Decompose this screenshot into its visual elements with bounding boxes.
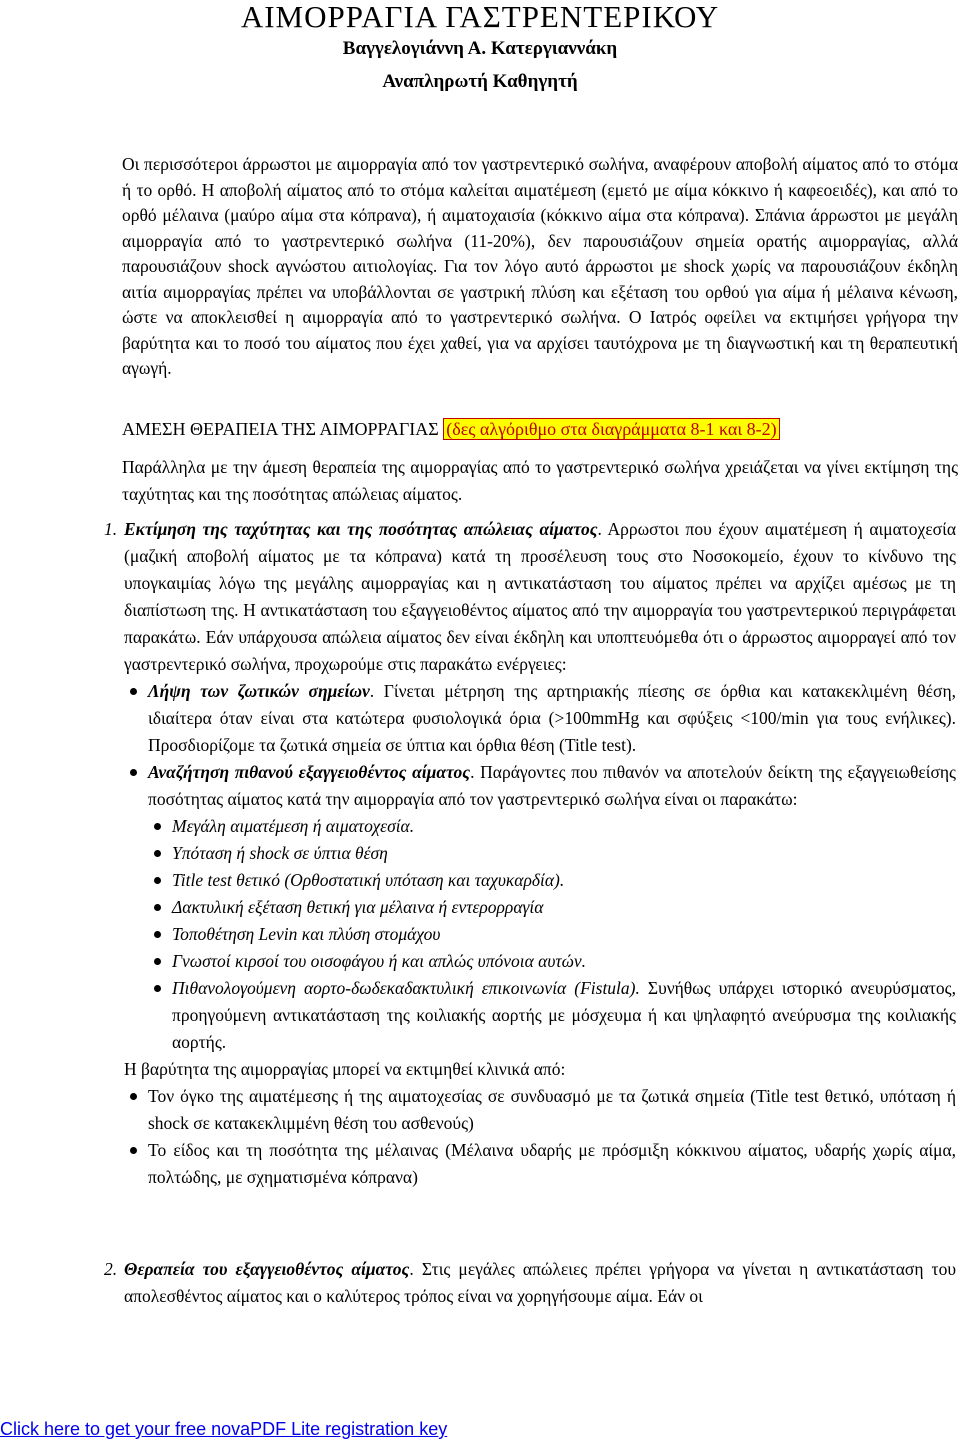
list-item-text: Το είδος και τη ποσότητα της μέλαινας (Μέλαινα υδαρής με πρόσμιξη κόκκινου αίματος, υδαρής χωρίς αίμα, πολτώδης, με σχηματισμένα κόπρανα) [148, 1140, 956, 1187]
indicator-list [148, 813, 956, 1056]
intro-text: Οι περισσότεροι άρρωστοι με αιμορραγία από τον γαστρεντερικό σωλήνα, αναφέρουν αποβολή αίματος από το στόμα ή το ορθό. Η αποβολή αίματος από το στόμα καλείται αιματέμεση (εμετό με αίμα κόκκινο ή καφεοειδές), και από το ορθό μέλαινα (μαύρο αίμα στα κόπρανα), ή αιματοχαισία (κόκκινο αίμα στα κόπρανα). Σπάνια άρρωστοι με μεγάλη αιμορραγία από το γαστρεντερικό σωλήνα (11-20%), δεν παρουσιάζουν σημεία ορατής αιμορραγίας, αλλά παρουσιάζουν shock αγνώστου αιτιολογίας. Για τον λόγο αυτό άρρωστοι με shock χωρίς να παρουσιάζουν έκδηλη αιτία αιμορραγίας πρέπει να υποβάλλονται σε γαστρική πλύση και εξέταση του ορθού για αίμα ή μέλαινα κένωση, ώστε να αποκλεισθεί η αιμορραγία από το γαστρεντερικό σωλήνα. Ο Ιατρός οφείλει να εκτιμήσει γρήγορα την βαρύτητα και το ποσό του αίματος που έχει χαθεί, για να αρχίσει ταυτόχρονα με τη διαγνωστική και τη θεραπευτική αγωγή. [122, 154, 958, 378]
bullet-icon [130, 688, 137, 695]
item-text: . Αρρωστοι που έχουν αιματέμεση ή αιματοχεσία (μαζική αποβολή αίματος με τα κόπρανα) κατά τη προσέλευση τους στο Νοσοκομείο, έχουν το κίνδυνο της υπογκαιμίας λόγω της μεγάλης αιμορραγίας και η αντικατάσταση του αίματος πρέπει να αρχίζει αμέσως με τη διαπίστωση της. Η αντικατάσταση του εξαγγειοθέντος αίματος από την αιμορραγία του γαστρεντερικού περιγράφεται παρακάτω. Εάν υπάρχουσα απώλεια αίματος δεν είναι έκδηλη και υποπτευόμεθα ότι ο άρρωστος αιμορραγεί από τον γαστρεντερικό σωλήνα, προχωρούμε στις παρακάτω ενέργειες: [124, 519, 956, 674]
item-title: Θεραπεία του εξαγγειοθέντος αίματος [124, 1259, 410, 1279]
author-name: Βαγγελογιάννη Α. Κατεργιαννάκη [342, 38, 618, 59]
numbered-item-2 [104, 1256, 956, 1310]
list-item [148, 948, 956, 975]
list-item-text: Γνωστοί κιρσοί του οισοφάγου ή και απλώς υπόνοια αυτών. [172, 951, 586, 971]
list-item-text: . Γίνεται μέτρηση της αρτηριακής πίεσης σε όρθια και κατακεκλιμένη θέση, ιδιαίτερα όταν είναι στα κατώτερα φυσιολογικά όρια (>100mmHg και σφύξεις <100/min για τους ενήλικες). Προσδιορίζομε τα ζωτικά σημεία σε ύπτια και όρθια θέση (Title test). [148, 681, 956, 755]
bullet-icon [130, 1093, 137, 1100]
item-title: Εκτίμηση της ταχύτητας και της ποσότητας απώλειας αίματος [124, 519, 598, 539]
list-item [124, 678, 956, 759]
item-content [124, 516, 956, 1191]
parallel-paragraph [122, 454, 958, 508]
list-item-text: Title test θετικό (Ορθοστατική υπόταση και ταχυκαρδία). [172, 870, 565, 890]
bullet-icon [154, 904, 161, 911]
list-item-text: Μεγάλη αιματέμεση ή αιματοχεσία. [172, 816, 415, 836]
item-text: . Στις μεγάλες απώλειες πρέπει γρήγορα να γίνεται η αντικατάσταση του απολεσθέντος αίματος και ο καλύτερος τρόπος είναι να χορηγήσουμε αίμα. Εάν οι [124, 1259, 956, 1306]
list-item [148, 921, 956, 948]
list-item-text: Δακτυλική εξέταση θετική για μέλαινα ή εντερορραγία [172, 897, 544, 917]
bullet-icon [154, 877, 161, 884]
list-item-text: . Παράγοντες που πιθανόν να αποτελούν δείκτη της εξαγγειωθείσης ποσότητας αίματος κατά την αιμορραγία από τον γαστρεντερικό σωλήνα είναι οι παρακάτω: [148, 762, 956, 809]
bullet-icon [154, 985, 161, 992]
item-paragraph [124, 516, 956, 678]
list-item-text: Πιθανολογούμενη αορτο-δωδεκαδακτυλική επικοινωνία (Fistula). [172, 978, 640, 998]
list-item-title: Αναζήτηση πιθανού εξαγγειοθέντος αίματος [148, 762, 471, 782]
action-list [124, 678, 956, 1056]
list-item-extra: Συνήθως υπάρχει ιστορικό ανευρύσματος, προηγούμενη αντικατάσταση της κοιλιακής αορτής με μόσχευμα ή και ψηλαφητό ανεύρυσμα της κοιλιακής αορτής. [172, 978, 956, 1052]
bullet-icon [154, 931, 161, 938]
bullet-icon [154, 823, 161, 830]
list-item-text: Τοποθέτηση Levin και πλύση στομάχου [172, 924, 441, 944]
document-title: ΑΙΜΟΡΡΑΓΙΑ ΓΑΣΤΡΕΝΤΕΡΙΚΟΥ [240, 0, 720, 34]
severity-list [124, 1083, 956, 1191]
bullet-icon [154, 958, 161, 965]
list-item [148, 867, 956, 894]
severity-intro: Η βαρύτητα της αιμορραγίας μπορεί να εκτιμηθεί κλινικά από: [124, 1059, 566, 1079]
bullet-icon [130, 1147, 137, 1154]
list-item [124, 759, 956, 1056]
list-item-text: Τον όγκο της αιματέμεσης ή της αιματοχεσίας σε συνδυασμό με τα ζωτικά σημεία (Title test θετικό, υπόταση ή shock σε κατακεκλιμμένη θέση του ασθενούς) [148, 1086, 956, 1133]
list-item [124, 1083, 956, 1137]
intro-paragraph [122, 152, 958, 382]
list-item [148, 894, 956, 921]
heading-text: ΑΜΕΣΗ ΘΕΡΑΠΕΙΑ ΤΗΣ ΑΙΜΟΡΡΑΓΙΑΣ [122, 419, 439, 439]
author-role: Αναπληρωτή Καθηγητή [382, 71, 578, 92]
bullet-icon [130, 769, 137, 776]
list-item [148, 813, 956, 840]
bullet-icon [154, 850, 161, 857]
item-number: 2. [104, 1259, 118, 1279]
numbered-item-1 [104, 516, 956, 1191]
parallel-text: Παράλληλα με την άμεση θεραπεία της αιμορραγίας από το γαστρεντερικό σωλήνα χρειάζεται να γίνει εκτίμηση της ταχύτητας και της ποσότητας απώλειας αίματος. [122, 457, 958, 504]
list-item-title: Λήψη των ζωτικών σημείων [148, 681, 370, 701]
list-item [124, 1137, 956, 1191]
registration-link[interactable]: Click here to get your free novaPDF Lite registration key [0, 1419, 448, 1439]
list-item [148, 975, 956, 1056]
list-item-text: Υπόταση ή shock σε ύπτια θέση [172, 843, 388, 863]
item-number: 1. [104, 519, 118, 539]
list-item [148, 840, 956, 867]
algorithm-reference-note: (δες αλγόριθμο στα διαγράμματα 8-1 και 8-2) [443, 418, 779, 440]
section-heading [122, 416, 958, 442]
item-content [124, 1256, 956, 1310]
